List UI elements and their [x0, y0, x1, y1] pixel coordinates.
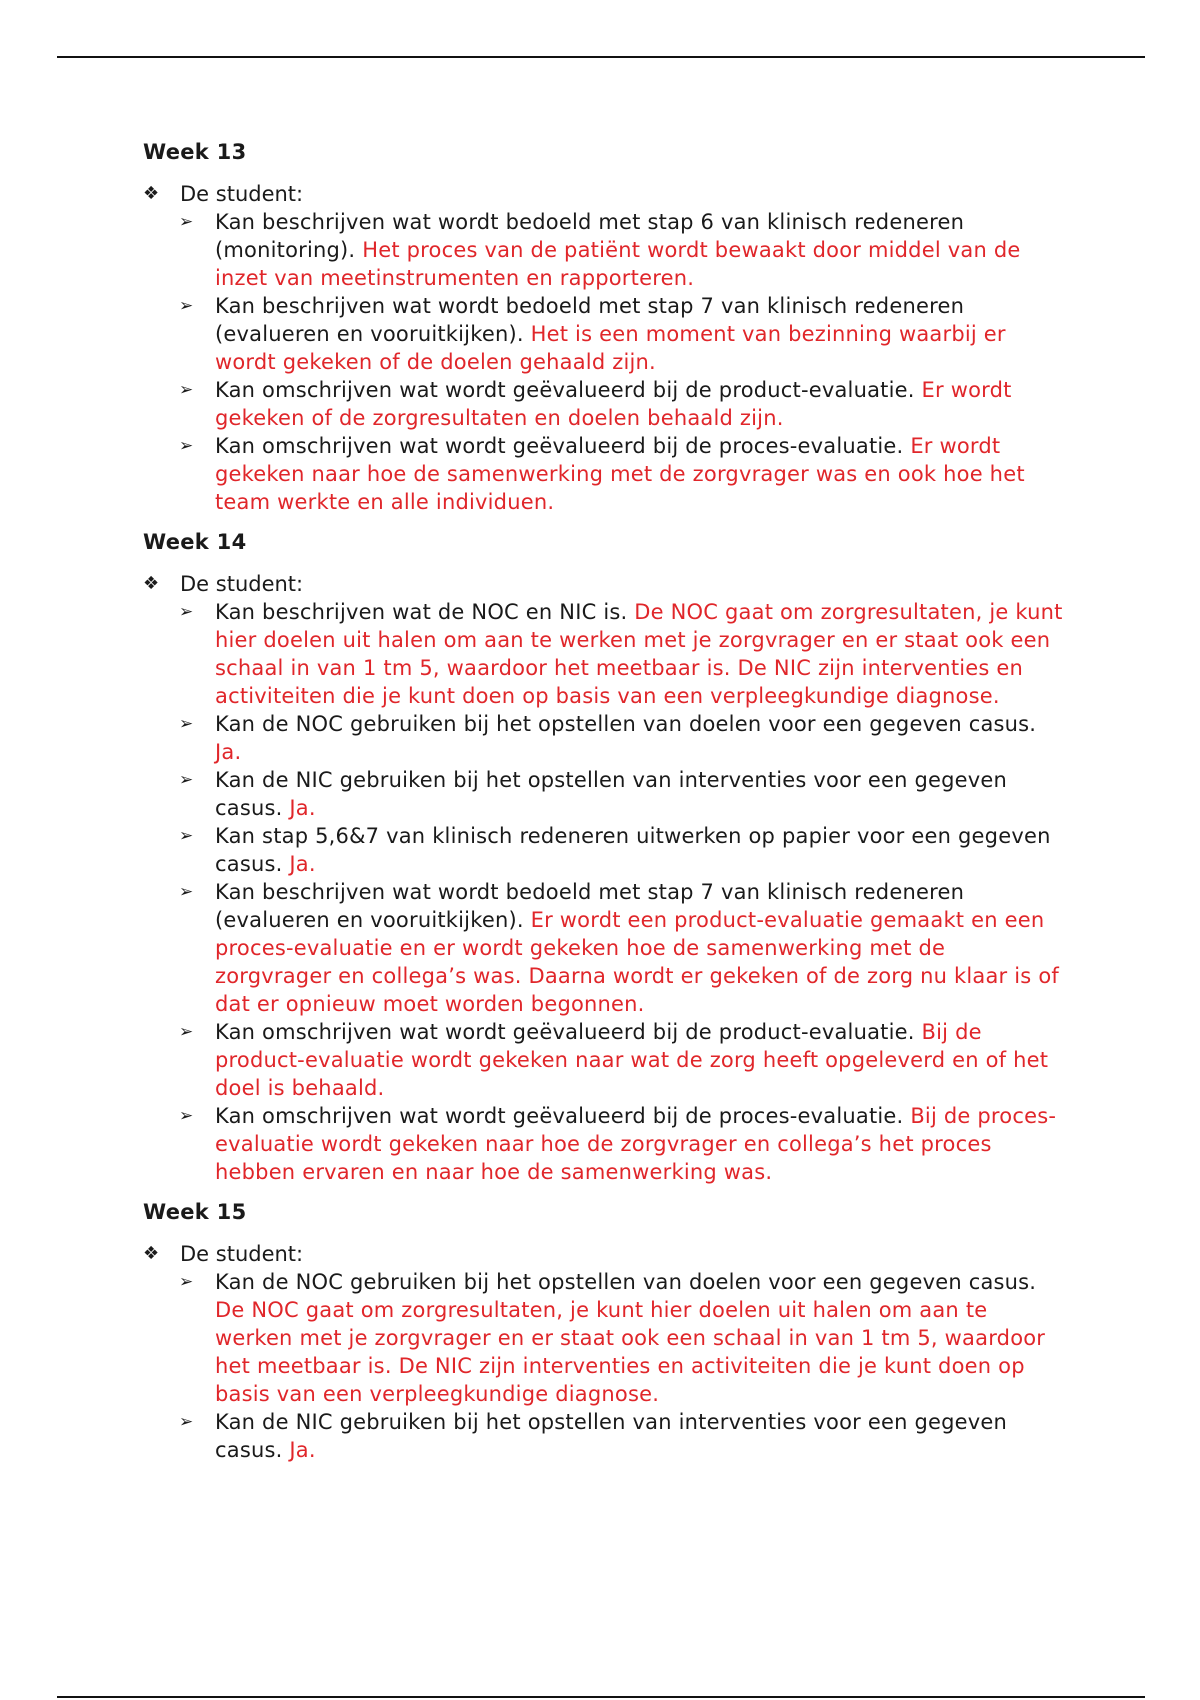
arrow-bullet-icon: ➢	[179, 1272, 194, 1292]
list-item	[143, 878, 1063, 1018]
objective-text: Kan beschrijven wat wordt bedoeld met stap 7 van klinisch redeneren (evalueren en vooruitkijken).	[215, 294, 965, 346]
list-item	[143, 710, 1063, 766]
objective-text: Kan beschrijven wat wordt bedoeld met stap 6 van klinisch redeneren (monitoring).	[215, 210, 965, 262]
arrow-bullet-icon: ➢	[179, 1022, 194, 1042]
objective-text: Kan omschrijven wat wordt geëvalueerd bij de product-evaluatie.	[215, 378, 915, 402]
answer-text: Bij de proces-evaluatie wordt gekeken naar hoe de zorgvrager en collega’s het proces hebben ervaren en naar hoe de samenwerking was.	[215, 1104, 1057, 1184]
list-item	[143, 292, 1063, 376]
arrow-bullet-icon: ➢	[179, 436, 194, 456]
intro-line	[143, 570, 1063, 598]
objective-list	[143, 598, 1063, 1186]
arrow-bullet-icon: ➢	[179, 882, 194, 902]
list-item	[143, 1102, 1063, 1186]
objective-text: Kan de NOC gebruiken bij het opstellen van doelen voor een gegeven casus.	[215, 712, 1037, 736]
list-item	[143, 822, 1063, 878]
intro-text: De student:	[180, 182, 304, 206]
answer-text: Ja.	[289, 1438, 316, 1462]
week-title: Week 13	[143, 140, 247, 164]
objective-list	[143, 1268, 1063, 1464]
answer-text: De NOC gaat om zorgresultaten, je kunt hier doelen uit halen om aan te werken met je zorgvrager en er staat ook een schaal in van 1 tm 5, waardoor het meetbaar is. De NIC zijn interventies en activiteiten die je kunt doen op basis van een verpleegkundige diagnose.	[215, 600, 1063, 708]
arrow-bullet-icon: ➢	[179, 212, 194, 232]
week-13-section	[143, 138, 1063, 516]
arrow-bullet-icon: ➢	[179, 602, 194, 622]
list-item	[143, 1408, 1063, 1464]
list-item	[143, 598, 1063, 710]
intro-text: De student:	[180, 1242, 304, 1266]
objective-list	[143, 208, 1063, 516]
arrow-bullet-icon: ➢	[179, 380, 194, 400]
answer-text: Ja.	[289, 796, 316, 820]
objective-text: Kan de NIC gebruiken bij het opstellen van interventies voor een gegeven casus.	[215, 1410, 1008, 1462]
answer-text: Bij de product-evaluatie wordt gekeken naar wat de zorg heeft opgeleverd en of het doel is behaald.	[215, 1020, 1049, 1100]
diamond-bullet-icon: ❖	[143, 1243, 160, 1264]
objective-text: Kan beschrijven wat wordt bedoeld met stap 7 van klinisch redeneren (evalueren en vooruitkijken).	[215, 880, 965, 932]
header-rule	[57, 56, 1145, 58]
week-14-section	[143, 528, 1063, 1186]
answer-text: Het proces van de patiënt wordt bewaakt door middel van de inzet van meetinstrumenten en rapporteren.	[215, 238, 1021, 290]
intro-text: De student:	[180, 572, 304, 596]
answer-text: De NOC gaat om zorgresultaten, je kunt hier doelen uit halen om aan te werken met je zorgvrager en er staat ook een schaal in van 1 tm 5, waardoor het meetbaar is. De NIC zijn interventies en activiteiten die je kunt doen op basis van een verpleegkundige diagnose.	[215, 1298, 1046, 1406]
intro-line	[143, 180, 1063, 208]
list-item	[143, 1018, 1063, 1102]
list-item	[143, 766, 1063, 822]
answer-text: Ja.	[215, 740, 242, 764]
objective-text: Kan omschrijven wat wordt geëvalueerd bij de proces-evaluatie.	[215, 1104, 904, 1128]
arrow-bullet-icon: ➢	[179, 296, 194, 316]
diamond-bullet-icon: ❖	[143, 183, 160, 204]
arrow-bullet-icon: ➢	[179, 770, 194, 790]
objective-text: Kan de NIC gebruiken bij het opstellen van interventies voor een gegeven casus.	[215, 768, 1008, 820]
arrow-bullet-icon: ➢	[179, 1106, 194, 1126]
answer-text: Ja.	[289, 852, 316, 876]
list-item	[143, 432, 1063, 516]
footer-rule	[57, 1696, 1145, 1698]
week-15-section	[143, 1198, 1063, 1464]
objective-text: Kan beschrijven wat de NOC en NIC is.	[215, 600, 628, 624]
answer-text: Er wordt gekeken naar hoe de samenwerking met de zorgvrager was en ook hoe het team werkte en alle individuen.	[215, 434, 1025, 514]
objective-text: Kan omschrijven wat wordt geëvalueerd bij de proces-evaluatie.	[215, 434, 904, 458]
week-title: Week 15	[143, 1200, 247, 1224]
objective-text: Kan de NOC gebruiken bij het opstellen van doelen voor een gegeven casus.	[215, 1270, 1037, 1294]
list-item	[143, 1268, 1063, 1408]
week-title: Week 14	[143, 530, 247, 554]
objective-text: Kan stap 5,6&7 van klinisch redeneren uitwerken op papier voor een gegeven casus.	[215, 824, 1051, 876]
answer-text: Het is een moment van bezinning waarbij er wordt gekeken of de doelen gehaald zijn.	[215, 322, 1006, 374]
intro-line	[143, 1240, 1063, 1268]
arrow-bullet-icon: ➢	[179, 826, 194, 846]
objective-text: Kan omschrijven wat wordt geëvalueerd bij de product-evaluatie.	[215, 1020, 915, 1044]
answer-text: Er wordt gekeken of de zorgresultaten en doelen behaald zijn.	[215, 378, 1012, 430]
answer-text: Er wordt een product-evaluatie gemaakt en een proces-evaluatie en er wordt gekeken hoe de samenwerking met de zorgvrager en collega’s was. Daarna wordt er gekeken of de zorg nu klaar is of dat er opnieuw moet worden begonnen.	[215, 908, 1059, 1016]
list-item	[143, 376, 1063, 432]
diamond-bullet-icon: ❖	[143, 573, 160, 594]
list-item	[143, 208, 1063, 292]
arrow-bullet-icon: ➢	[179, 714, 194, 734]
arrow-bullet-icon: ➢	[179, 1412, 194, 1432]
document-body	[143, 138, 1063, 1464]
